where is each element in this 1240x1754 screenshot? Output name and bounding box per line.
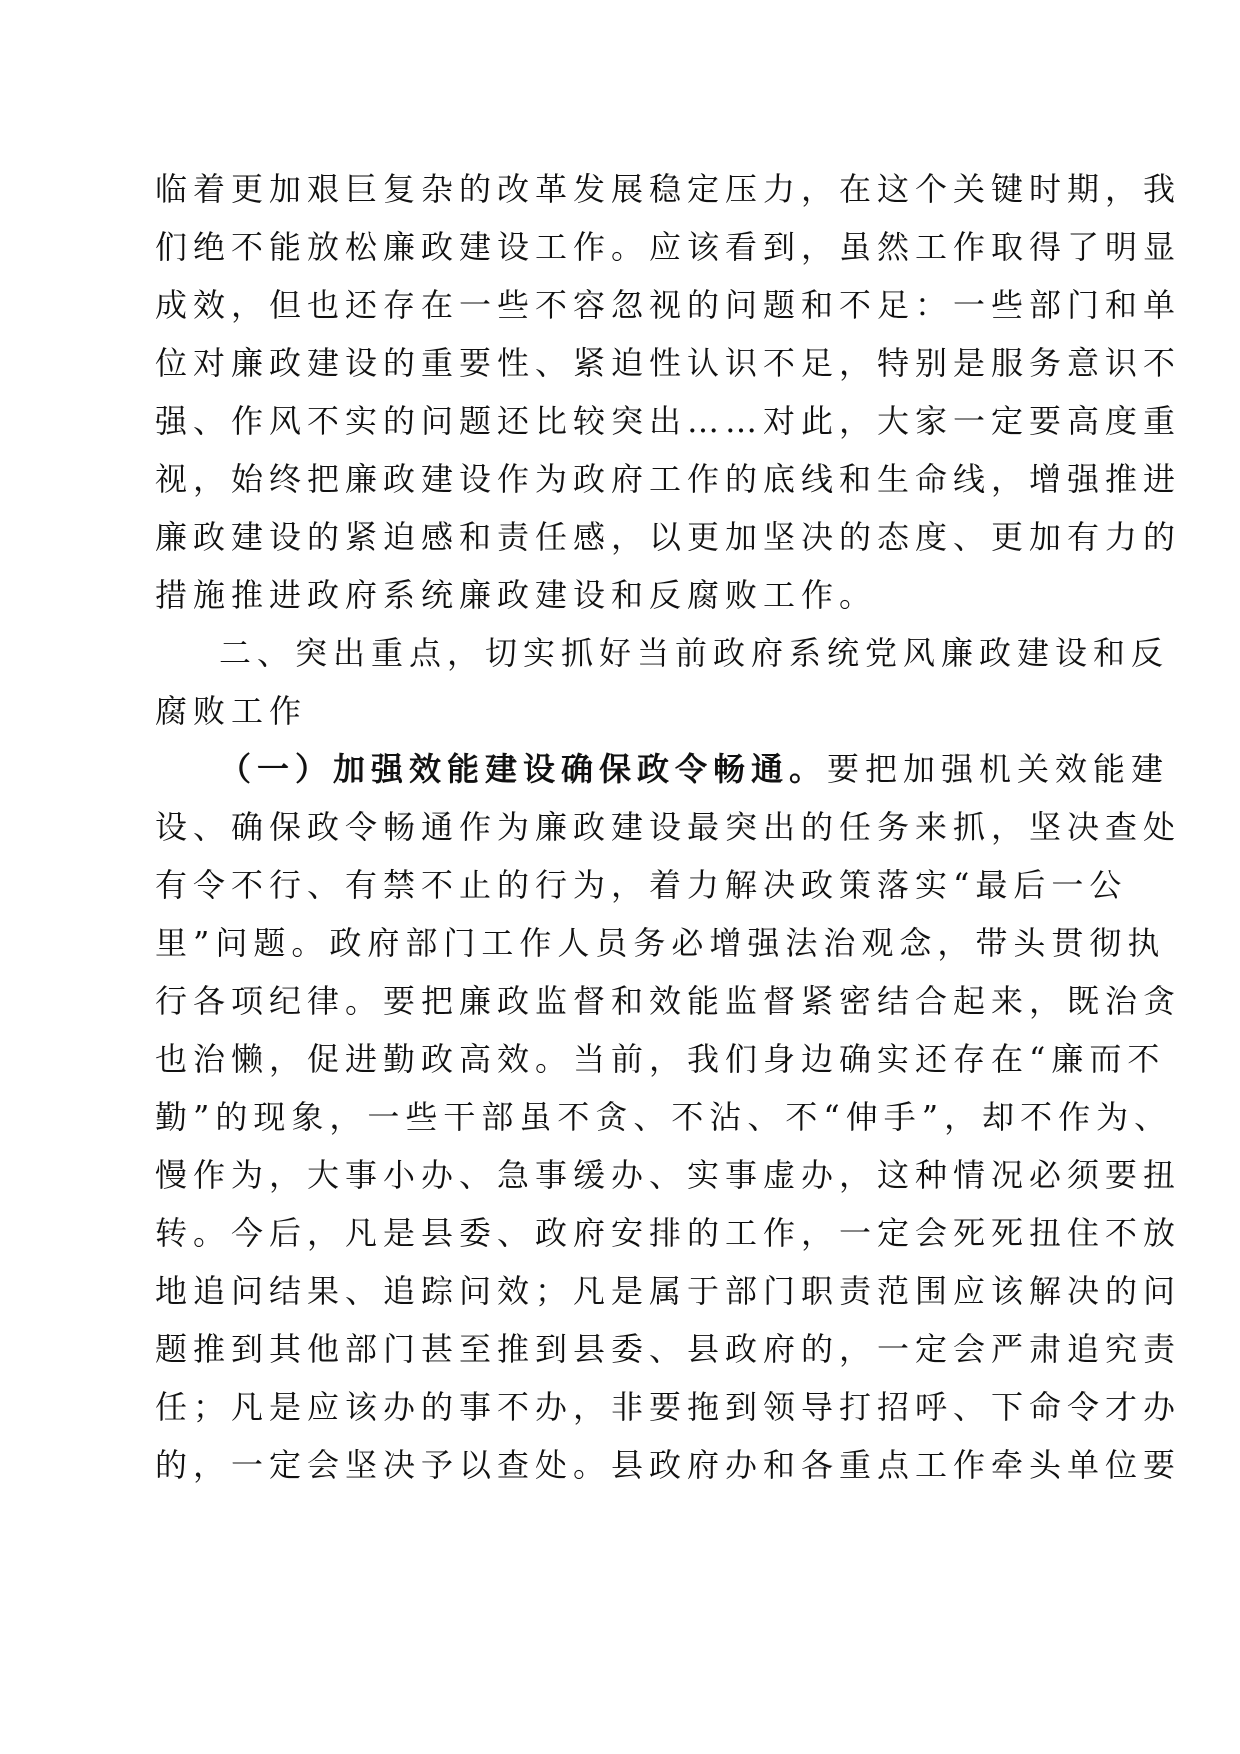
text-line: 视，始终把廉政建设作为政府工作的底线和生命线，增强推进 — [155, 460, 1182, 498]
text-line: 也治懒，促进勤政高效。当前，我们身边确实还存在“廉而不 — [155, 1040, 1166, 1078]
text-line: 地追问结果、追踪问效；凡是属于部门职责范围应该解决的问 — [155, 1272, 1182, 1310]
text-line: 转。今后，凡是县委、政府安排的工作，一定会死死扭住不放 — [155, 1214, 1182, 1252]
text-line: 廉政建设的紧迫感和责任感，以更加坚决的态度、更加有力的 — [155, 518, 1182, 556]
section-heading — [155, 624, 1170, 740]
text-line: 有令不行、有禁不止的行为，着力解决政策落实“最后一公 — [155, 866, 1128, 904]
text-line: 强、作风不实的问题还比较突出……对此，大家一定要高度重 — [155, 402, 1182, 440]
text-line: 成效，但也还存在一些不容忽视的问题和不足：一些部门和单 — [155, 286, 1182, 324]
text-line: 们绝不能放松廉政建设工作。应该看到，虽然工作取得了明显 — [155, 228, 1182, 266]
subheading-continuation: 要把加强机关效能建 — [827, 750, 1170, 788]
text-line: 勤”的现象，一些干部虽不贪、不沾、不“伸手”，却不作为、 — [155, 1098, 1173, 1136]
heading-line: 二、突出重点，切实抓好当前政府系统党风廉政建设和反 — [219, 634, 1170, 672]
text-line: 措施推进政府系统廉政建设和反腐败工作。 — [155, 576, 878, 614]
text-line — [155, 740, 1170, 798]
paragraph-section-one — [155, 740, 1182, 1494]
text-line: 位对廉政建设的重要性、紧迫性认识不足，特别是服务意识不 — [155, 344, 1182, 382]
text-line: 行各项纪律。要把廉政监督和效能监督紧密结合起来，既治贪 — [155, 982, 1182, 1020]
paragraph-continuation — [155, 160, 1182, 624]
text-line: 题推到其他部门甚至推到县委、县政府的，一定会严肃追究责 — [155, 1330, 1182, 1368]
subheading: （一）加强效能建设确保政令畅通。 — [219, 750, 828, 788]
text-line: 设、确保政令畅通作为廉政建设最突出的任务来抓，坚决查处 — [155, 808, 1182, 846]
text-line: 任；凡是应该办的事不办，非要拖到领导打招呼、下命令才办 — [155, 1388, 1182, 1426]
text-line: 的，一定会坚决予以查处。县政府办和各重点工作牵头单位要 — [155, 1446, 1182, 1484]
text-line: 慢作为，大事小办、急事缓办、实事虚办，这种情况必须要扭 — [155, 1156, 1182, 1194]
heading-line: 腐败工作 — [155, 692, 308, 730]
text-line: 临着更加艰巨复杂的改革发展稳定压力，在这个关键时期，我 — [155, 170, 1182, 208]
text-line: 里”问题。政府部门工作人员务必增强法治观念，带头贯彻执 — [155, 924, 1166, 962]
